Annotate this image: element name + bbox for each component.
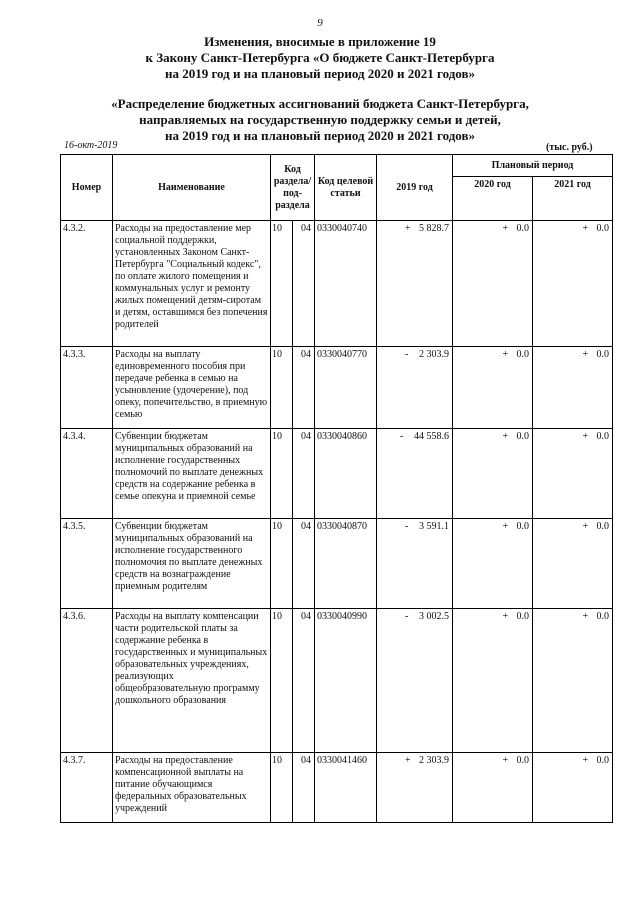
row-value-2019	[377, 347, 453, 429]
sign-2019: +	[405, 755, 411, 766]
value-2020: 0.0	[516, 755, 529, 766]
row-section: 10	[271, 753, 293, 823]
header-target-code: Код целевой статьи	[315, 155, 377, 221]
row-name: Расходы на выплату единовременного пособия при передаче ребенка в семью на усыновление (удочерение), под опеку, попечительство, в приемную семью	[113, 347, 271, 429]
row-value-2019	[377, 609, 453, 753]
title-line: к Закону Санкт-Петербурга «О бюджете Санкт-Петербурга	[145, 50, 495, 65]
row-target-code: 0330040860	[315, 429, 377, 519]
value-2020: 0.0	[516, 349, 529, 360]
value-2021: 0.0	[596, 431, 610, 442]
value-2021: 0.0	[596, 755, 610, 766]
row-value-2021	[533, 753, 613, 823]
row-target-code: 0330040990	[315, 609, 377, 753]
row-name: Расходы на предоставление компенсационной выплаты на питание обучающимся федеральных образовательных учреждений	[113, 753, 271, 823]
row-value-2021	[533, 347, 613, 429]
row-value-2021	[533, 221, 613, 347]
header-planned-period: Плановый период	[453, 155, 613, 177]
value-2021: 0.0	[596, 349, 610, 360]
value-2020: 0.0	[516, 223, 529, 234]
page-number: 9	[317, 17, 323, 29]
table-row	[61, 347, 613, 429]
sign-2021: +	[582, 431, 589, 442]
sign-2019: -	[405, 521, 409, 532]
row-value-2020	[453, 429, 533, 519]
table-row	[61, 609, 613, 753]
row-target-code: 0330040770	[315, 347, 377, 429]
row-section: 10	[271, 347, 293, 429]
table-row	[61, 519, 613, 609]
sign-2020: +	[502, 755, 509, 766]
sign-2021: +	[582, 349, 589, 360]
budget-table	[60, 154, 613, 823]
row-subsection: 04	[293, 347, 315, 429]
appendix-title	[0, 96, 640, 144]
header-section-code: Код раздела/ под-раздела	[271, 155, 315, 221]
value-2021: 0.0	[596, 521, 610, 532]
row-subsection: 04	[293, 221, 315, 347]
sign-2019: -	[400, 431, 404, 442]
value-2020: 0.0	[516, 611, 529, 622]
row-value-2021	[533, 609, 613, 753]
sign-2019: -	[405, 349, 409, 360]
row-section: 10	[271, 519, 293, 609]
value-2020: 0.0	[516, 521, 529, 532]
row-target-code: 0330041460	[315, 753, 377, 823]
value-2021: 0.0	[596, 223, 610, 234]
row-section: 10	[271, 429, 293, 519]
value-2019: 2 303.9	[419, 755, 449, 766]
sign-2020: +	[502, 611, 509, 622]
document-date: 16-окт-2019	[64, 140, 118, 151]
value-2020: 0.0	[516, 431, 529, 442]
table-row	[61, 221, 613, 347]
row-number: 4.3.6.	[61, 609, 113, 753]
row-value-2021	[533, 429, 613, 519]
row-name: Субвенции бюджетам муниципальных образований на исполнение государственных полномочий по выплате денежных средств на содержание ребенка в семье опекуна и приемной семье	[113, 429, 271, 519]
row-section: 10	[271, 609, 293, 753]
row-value-2020	[453, 753, 533, 823]
row-value-2020	[453, 519, 533, 609]
row-subsection: 04	[293, 429, 315, 519]
table-row	[61, 753, 613, 823]
row-value-2019	[377, 221, 453, 347]
title-line: на 2019 год и на плановый период 2020 и 2021 годов»	[164, 66, 475, 81]
row-target-code: 0330040870	[315, 519, 377, 609]
table-row	[61, 429, 613, 519]
subtitle-line: на 2019 год и на плановый период 2020 и 2021 годов»	[164, 128, 475, 143]
row-value-2020	[453, 221, 533, 347]
row-section: 10	[271, 221, 293, 347]
row-target-code: 0330040740	[315, 221, 377, 347]
sign-2021: +	[582, 611, 589, 622]
header-2021: 2021 год	[533, 177, 613, 221]
row-subsection: 04	[293, 519, 315, 609]
row-name: Расходы на выплату компенсации части родительской платы за содержание ребенка в государственных и муниципальных образовательных учреждениях, реализующих общеобразовательную программу дошкольного образования	[113, 609, 271, 753]
header-2019: 2019 год	[377, 155, 453, 221]
document-title	[0, 34, 640, 82]
sign-2020: +	[502, 431, 509, 442]
header-number: Номер	[61, 155, 113, 221]
row-value-2019	[377, 519, 453, 609]
value-2019: 3 002.5	[419, 611, 449, 622]
row-value-2019	[377, 429, 453, 519]
row-subsection: 04	[293, 609, 315, 753]
value-2021: 0.0	[596, 611, 610, 622]
row-name: Расходы на предоставление мер социальной поддержки, установленных Законом Санкт-Петербурга "Социальный кодекс", по оплате жилого помещения и коммунальных услуг и ремонту жилых помещений детям-сиротам и детям, оставшимся без попечения родителей	[113, 221, 271, 347]
subtitle-line: «Распределение бюджетных ассигнований бюджета Санкт-Петербурга,	[111, 96, 529, 111]
sign-2021: +	[582, 223, 589, 234]
title-line: Изменения, вносимые в приложение 19	[204, 34, 436, 49]
row-name: Субвенции бюджетам муниципальных образований на исполнение государственного полномочия по выплате денежных средств на вознаграждение приемным родителям	[113, 519, 271, 609]
sign-2019: -	[405, 611, 409, 622]
sign-2020: +	[502, 349, 509, 360]
value-2019: 2 303.9	[419, 349, 449, 360]
value-2019: 3 591.1	[419, 521, 449, 532]
value-2019: 5 828.7	[419, 223, 449, 234]
sign-2019: +	[405, 223, 411, 234]
header-name: Наименование	[113, 155, 271, 221]
row-number: 4.3.5.	[61, 519, 113, 609]
row-number: 4.3.4.	[61, 429, 113, 519]
row-value-2020	[453, 609, 533, 753]
sign-2021: +	[582, 521, 589, 532]
row-value-2019	[377, 753, 453, 823]
row-number: 4.3.2.	[61, 221, 113, 347]
value-2019: 44 558.6	[414, 431, 449, 442]
row-value-2020	[453, 347, 533, 429]
row-subsection: 04	[293, 753, 315, 823]
units-label: (тыс. руб.)	[546, 142, 593, 153]
row-number: 4.3.7.	[61, 753, 113, 823]
subtitle-line: направляемых на государственную поддержку семьи и детей,	[139, 112, 501, 127]
row-value-2021	[533, 519, 613, 609]
sign-2020: +	[502, 521, 509, 532]
sign-2021: +	[582, 755, 589, 766]
row-number: 4.3.3.	[61, 347, 113, 429]
header-2020: 2020 год	[453, 177, 533, 221]
sign-2020: +	[502, 223, 509, 234]
